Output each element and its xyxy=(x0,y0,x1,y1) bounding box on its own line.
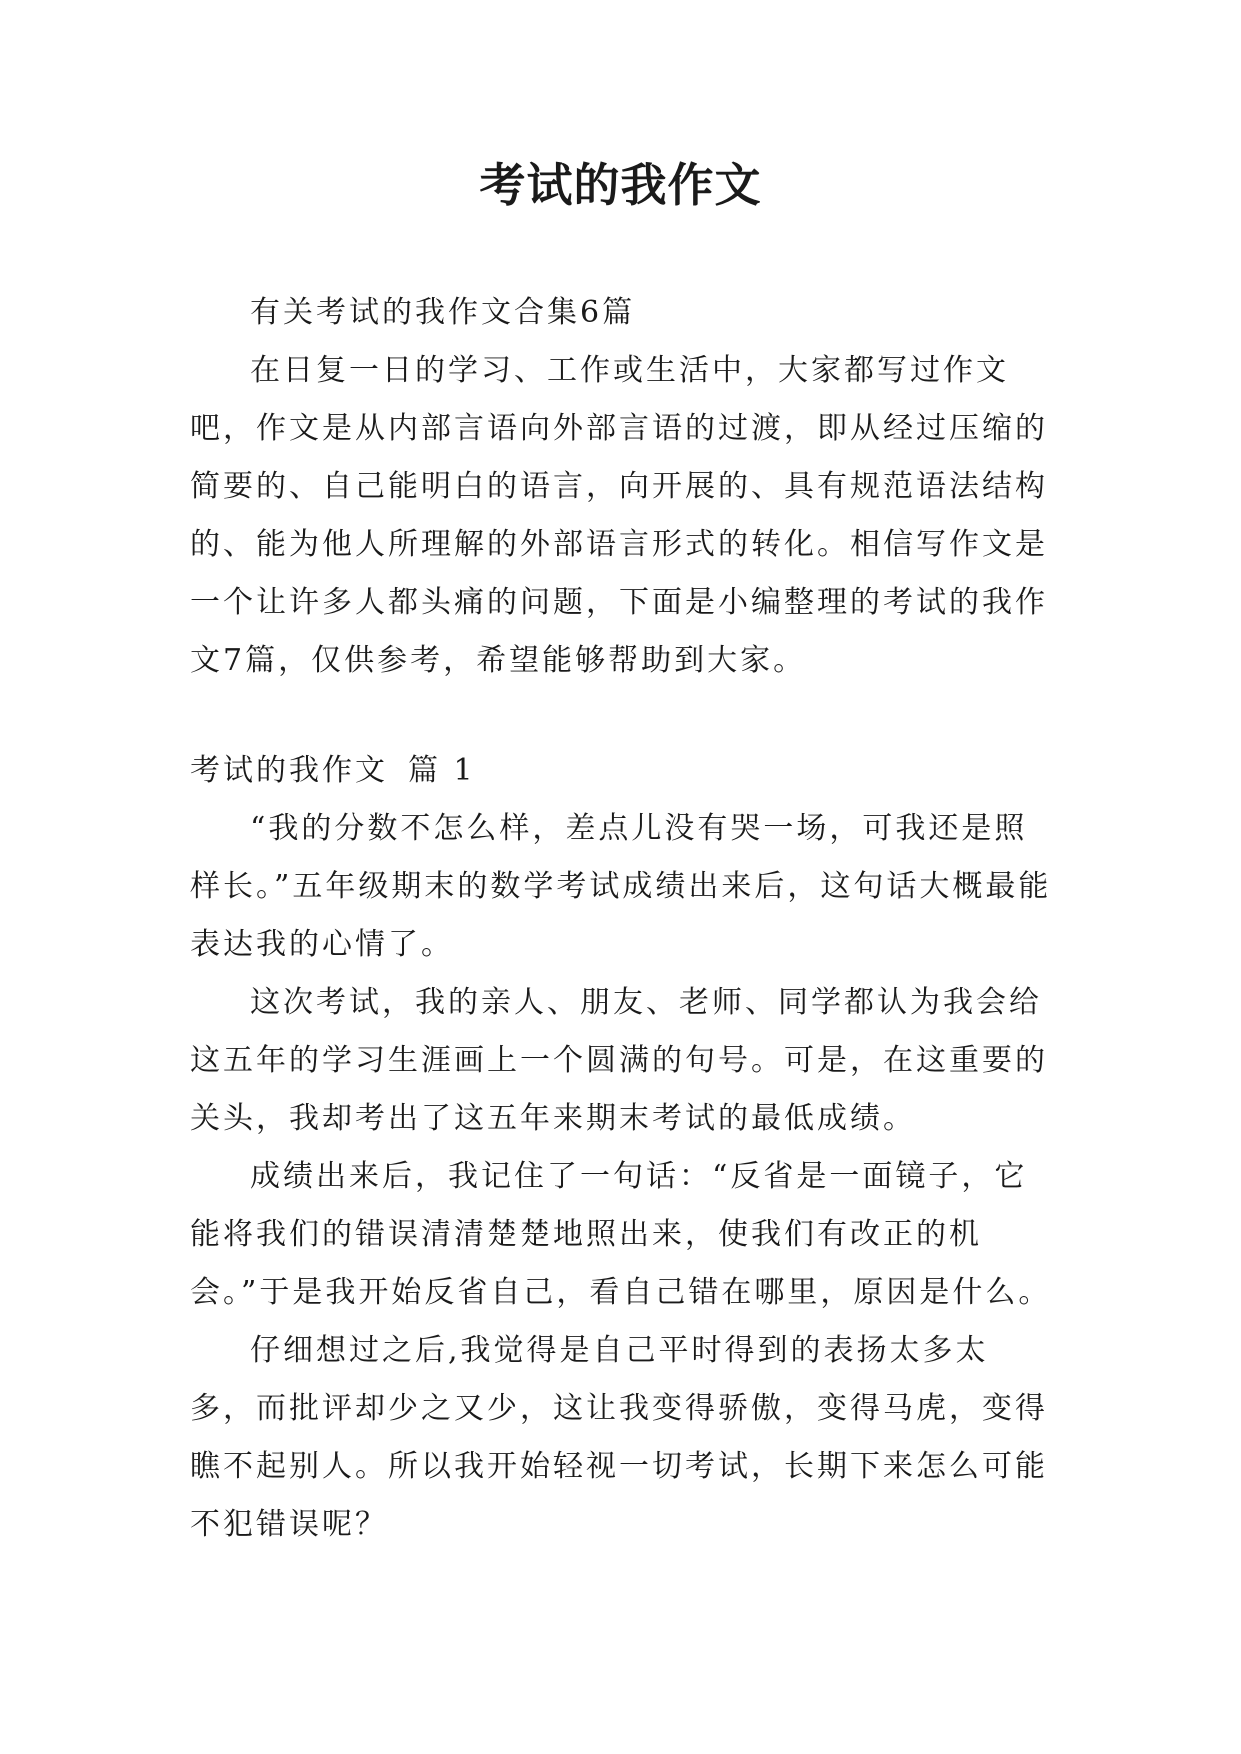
body-paragraph-2: 这次考试，我的亲人、朋友、老师、同学都认为我会给这五年的学习生涯画上一个圆满的句号。可是，在这重要的关头，我却考出了这五年来期末考试的最低成绩。 xyxy=(190,985,1048,1136)
section-heading-title: 考试的我作文 xyxy=(190,753,388,788)
section-heading xyxy=(190,742,1052,800)
intro-subtitle: 有关考试的我作文合集6篇 xyxy=(250,295,636,330)
document-title: 考试的我作文 xyxy=(479,158,762,212)
intro-paragraph: 在日复一日的学习、工作或生活中，大家都写过作文吧，作文是从内部言语向外部言语的过渡，即从经过压缩的简要的、自己能明白的语言，向开展的、具有规范语法结构的、能为他人所理解的外部语言形式的转化。相信写作文是一个让许多人都头痛的问题，下面是小编整理的考试的我作文7篇，仅供参考，希望能够帮助到大家。 xyxy=(190,353,1048,678)
body-paragraph-4: 仔细想过之后,我觉得是自己平时得到的表扬太多太多，而批评却少之又少，这让我变得骄傲，变得马虎，变得瞧不起别人。所以我开始轻视一切考试，长期下来怎么可能不犯错误呢？ xyxy=(190,1333,1048,1542)
section-heading-number: 篇 1 xyxy=(408,753,476,788)
body-paragraph-1: “我的分数不怎么样，差点儿没有哭一场，可我还是照样长。”五年级期末的数学考试成绩出来后，这句话大概最能表达我的心情了。 xyxy=(190,811,1052,962)
body-paragraph-3: 成绩出来后，我记住了一句话：“反省是一面镜子，它能将我们的错误清清楚楚地照出来，使我们有改正的机会。”于是我开始反省自己，看自己错在哪里，原因是什么。 xyxy=(190,1159,1052,1310)
document-body xyxy=(190,284,1052,1554)
